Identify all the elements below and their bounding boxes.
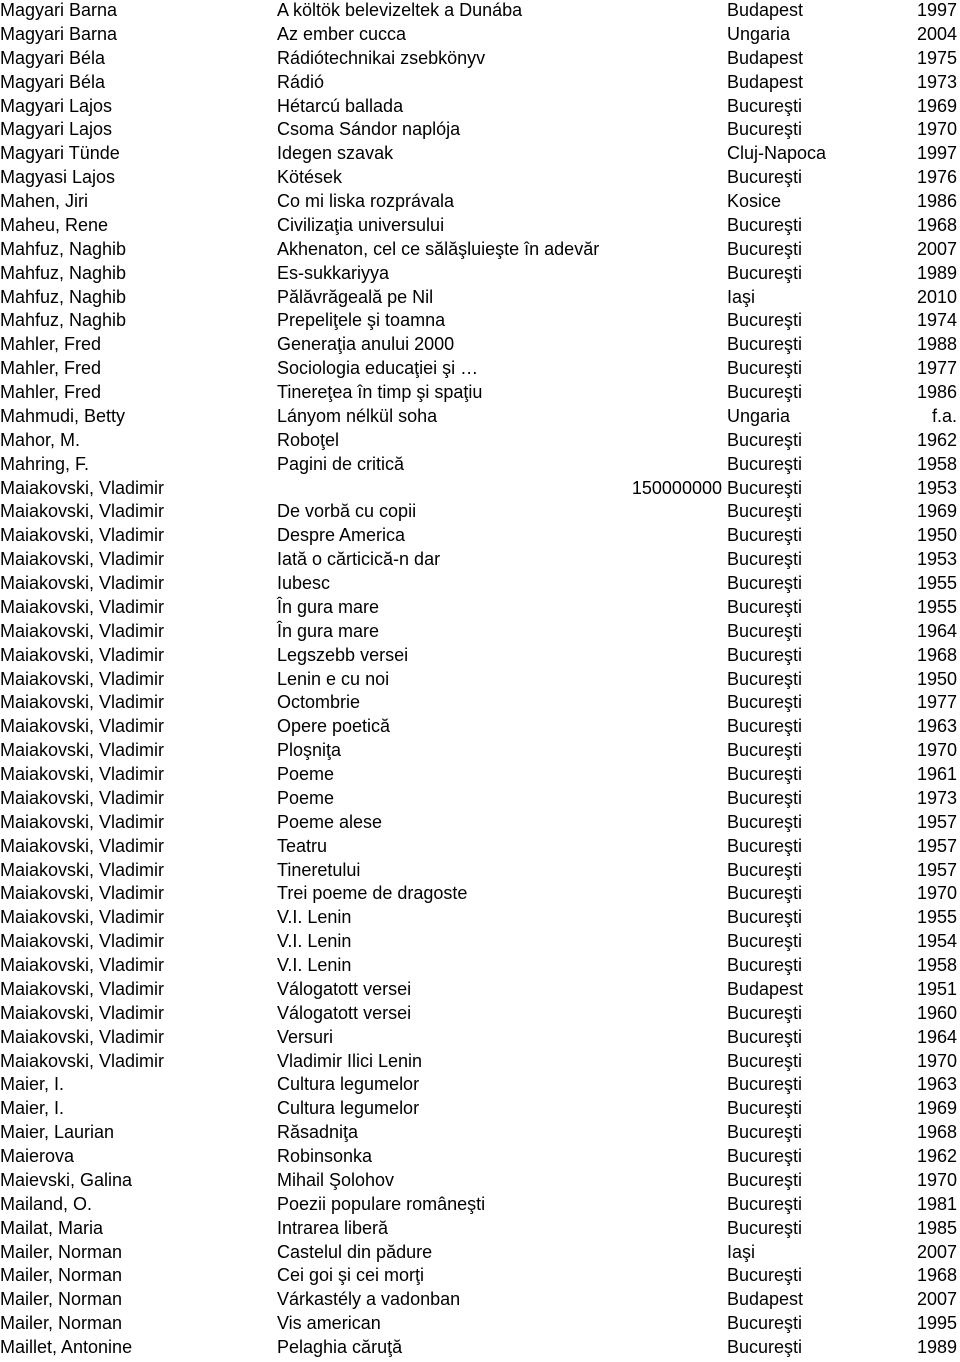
row-author: Mailer, Norman xyxy=(0,1265,123,1286)
catalog-row xyxy=(0,167,960,191)
row-title: Despre America xyxy=(277,525,406,546)
row-year: 1970 xyxy=(916,1169,957,1190)
row-city: Bucureşti xyxy=(727,1169,803,1190)
row-author: Mailat, Maria xyxy=(0,1217,104,1238)
row-title: Civilizaţia universului xyxy=(277,214,445,235)
row-title: Rádiótechnikai zsebkönyv xyxy=(277,47,486,68)
row-title: Válogatott versei xyxy=(277,978,412,999)
row-author: Mahen, Jiri xyxy=(0,191,89,211)
row-title: Mihail Şolohov xyxy=(277,1169,395,1190)
row-year: 1957 xyxy=(916,811,957,832)
row-city: Bucureşti xyxy=(727,1026,803,1047)
catalog-row xyxy=(0,692,960,716)
catalog-row xyxy=(0,430,960,454)
row-year: 1950 xyxy=(916,525,957,546)
row-year: 1977 xyxy=(916,358,957,379)
row-city: Bucureşti xyxy=(727,1074,803,1095)
row-author: Mahfuz, Naghib xyxy=(0,286,127,307)
catalog-row xyxy=(0,883,960,907)
row-author: Maiakovski, Vladimir xyxy=(0,883,165,904)
row-author: Maiakovski, Vladimir xyxy=(0,501,165,522)
row-title: Iată o cărticică-n dar xyxy=(277,549,441,570)
row-city: Bucureşti xyxy=(727,1002,803,1023)
row-year: 1950 xyxy=(916,668,957,689)
row-author: Magyari Béla xyxy=(0,71,106,92)
row-year: 1957 xyxy=(916,859,957,880)
catalog-row xyxy=(0,143,960,167)
row-city: Bucureşti xyxy=(727,238,803,259)
row-author: Maiakovski, Vladimir xyxy=(0,573,165,593)
row-year: 1989 xyxy=(916,262,957,283)
row-year: 1957 xyxy=(916,835,957,856)
row-author: Mahler, Fred xyxy=(0,382,102,402)
row-city: Bucureşti xyxy=(727,716,803,737)
row-year: f.a. xyxy=(931,405,957,426)
row-year: 1953 xyxy=(916,477,957,498)
row-title: Kötések xyxy=(277,167,343,188)
row-title: Ploşniţa xyxy=(277,740,342,761)
row-city: Bucureşti xyxy=(727,740,803,761)
catalog-row xyxy=(0,1170,960,1194)
row-city: Bucureşti xyxy=(727,620,803,641)
row-year: 1951 xyxy=(916,978,957,999)
row-year: 1969 xyxy=(916,1098,957,1119)
row-author: Maiakovski, Vladimir xyxy=(0,787,165,808)
row-city: Bucureşti xyxy=(727,1265,803,1286)
row-author: Mahfuz, Naghib xyxy=(0,262,127,283)
row-author: Maiakovski, Vladimir xyxy=(0,549,165,570)
row-city: Bucureşti xyxy=(727,644,803,665)
catalog-row xyxy=(0,263,960,287)
row-title: Intrarea liberă xyxy=(277,1217,389,1238)
row-city: Bucureşti xyxy=(727,596,803,617)
row-title: Răsadniţa xyxy=(277,1122,359,1143)
row-author: Mailer, Norman xyxy=(0,1241,123,1262)
row-city: Bucureşti xyxy=(727,358,803,379)
row-title: Lenin e cu noi xyxy=(277,668,390,689)
row-city: Bucureşti xyxy=(727,764,803,784)
row-title: Es-sukkariyya xyxy=(277,262,390,283)
row-author: Maiakovski, Vladimir xyxy=(0,859,165,880)
row-author: Mailer, Norman xyxy=(0,1289,123,1310)
row-city: Bucureşti xyxy=(727,501,803,522)
catalog-row xyxy=(0,740,960,764)
row-author: Maiakovski, Vladimir xyxy=(0,978,165,999)
row-author: Maierova xyxy=(0,1146,75,1166)
row-city: Bucureşti xyxy=(727,1217,803,1238)
row-author: Maiakovski, Vladimir xyxy=(0,907,165,928)
row-title: Generaţia anului 2000 xyxy=(277,334,455,355)
row-year: 1973 xyxy=(916,787,957,808)
row-city: Bucureşti xyxy=(727,1146,803,1166)
row-title: Poeme alese xyxy=(277,811,383,832)
row-year: 1975 xyxy=(916,47,957,68)
row-title: Várkastély a vadonban xyxy=(277,1289,461,1310)
row-city: Bucureşti xyxy=(727,525,803,546)
row-title: Akhenaton, cel ce sălăşluieşte în adevăr xyxy=(277,238,600,259)
row-author: Maiakovski, Vladimir xyxy=(0,931,165,952)
row-title: În gura mare xyxy=(277,620,380,641)
row-author: Maiakovski, Vladimir xyxy=(0,525,165,546)
row-year: 1963 xyxy=(916,1074,957,1095)
row-author: Maiakovski, Vladimir xyxy=(0,1050,165,1071)
row-city: Bucureşti xyxy=(727,549,803,570)
row-author: Mahfuz, Naghib xyxy=(0,238,127,259)
catalog-row xyxy=(0,645,960,669)
row-title: În gura mare xyxy=(277,596,380,617)
row-author: Maiakovski, Vladimir xyxy=(0,740,165,761)
row-title: Prepeliţele şi toamna xyxy=(277,310,446,331)
catalog-row xyxy=(0,955,960,979)
catalog-row xyxy=(0,860,960,884)
row-author: Maier, I. xyxy=(0,1098,65,1119)
row-year: 2004 xyxy=(916,23,957,44)
row-author: Maiakovski, Vladimir xyxy=(0,764,165,784)
row-year: 1997 xyxy=(916,143,957,164)
row-title: Octombrie xyxy=(277,692,361,713)
catalog-row xyxy=(0,1218,960,1242)
catalog-row xyxy=(0,501,960,525)
row-author: Mahler, Fred xyxy=(0,358,102,379)
row-author: Magyari Lajos xyxy=(0,119,113,140)
row-author: Mahmudi, Betty xyxy=(0,405,126,426)
row-year: 1964 xyxy=(916,620,957,641)
row-title: Poeme xyxy=(277,764,335,784)
row-year: 1989 xyxy=(916,1337,957,1357)
catalog-row xyxy=(0,48,960,72)
row-city: Bucureşti xyxy=(727,429,803,450)
catalog-row xyxy=(0,716,960,740)
row-title: Idegen szavak xyxy=(277,143,394,164)
catalog-row xyxy=(0,96,960,120)
row-city: Bucureşti xyxy=(727,1193,803,1214)
row-city: Bucureşti xyxy=(727,334,803,355)
row-year: 1955 xyxy=(916,573,957,593)
row-city: Bucureşti xyxy=(727,859,803,880)
row-title: Tinereţea în timp şi spaţiu xyxy=(277,382,483,402)
row-title: Iubesc xyxy=(277,573,331,593)
row-author: Magyari Tünde xyxy=(0,143,120,164)
row-year: 1968 xyxy=(916,1265,957,1286)
catalog-row xyxy=(0,334,960,358)
row-city: Bucureşti xyxy=(727,95,803,116)
row-title: Tineretului xyxy=(277,859,361,880)
row-author: Maheu, Rene xyxy=(0,214,109,235)
row-city: Bucureşti xyxy=(727,477,803,498)
row-year: 1988 xyxy=(916,334,957,355)
catalog-row xyxy=(0,382,960,406)
row-city: Budapest xyxy=(727,47,804,68)
row-title: Teatru xyxy=(277,835,328,856)
row-title: De vorbă cu copii xyxy=(277,501,417,522)
catalog-row xyxy=(0,1146,960,1170)
row-year: 1953 xyxy=(916,549,957,570)
row-title: Pelaghia căruţă xyxy=(277,1337,403,1357)
row-author: Maillet, Antonine xyxy=(0,1337,133,1357)
row-title: Lányom nélkül soha xyxy=(277,405,438,426)
catalog-row xyxy=(0,1098,960,1122)
row-year: 1960 xyxy=(916,1002,957,1023)
row-city: Bucureşti xyxy=(727,1050,803,1071)
row-city: Bucureşti xyxy=(727,453,803,474)
row-city: Bucureşti xyxy=(727,692,803,713)
row-author: Mahring, F. xyxy=(0,453,90,474)
row-year: 1973 xyxy=(916,71,957,92)
row-title: Castelul din pădure xyxy=(277,1241,433,1262)
catalog-row xyxy=(0,764,960,788)
row-title: Legszebb versei xyxy=(277,644,409,665)
row-city: Ungaria xyxy=(727,23,791,44)
row-city: Bucureşti xyxy=(727,907,803,928)
row-title: Pălăvrăgeală pe Nil xyxy=(277,286,434,307)
row-author: Maiakovski, Vladimir xyxy=(0,477,165,498)
row-year: 1968 xyxy=(916,644,957,665)
row-year: 1985 xyxy=(916,1217,957,1238)
row-city: Bucureşti xyxy=(727,668,803,689)
catalog-row xyxy=(0,1242,960,1266)
row-author: Mahler, Fred xyxy=(0,334,102,355)
row-city: Bucureşti xyxy=(727,1098,803,1119)
catalog-row xyxy=(0,549,960,573)
catalog-row xyxy=(0,1051,960,1075)
row-year: 2007 xyxy=(916,1289,957,1310)
row-city: Budapest xyxy=(727,978,804,999)
row-author: Maiakovski, Vladimir xyxy=(0,668,165,689)
row-author: Magyari Barna xyxy=(0,23,118,44)
catalog-row xyxy=(0,191,960,215)
row-year: 1961 xyxy=(916,764,957,784)
row-city: Bucureşti xyxy=(727,1337,803,1357)
catalog-row xyxy=(0,119,960,143)
catalog-row xyxy=(0,669,960,693)
row-title: Opere poetică xyxy=(277,716,391,737)
row-title: Pagini de critică xyxy=(277,453,405,474)
row-city: Budapest xyxy=(727,0,804,20)
row-city: Bucureşti xyxy=(727,1313,803,1334)
row-author: Maiakovski, Vladimir xyxy=(0,620,165,641)
row-city: Bucureşti xyxy=(727,1122,803,1143)
row-year: 1976 xyxy=(916,167,957,188)
row-city: Bucureşti xyxy=(727,262,803,283)
row-title: Co mi liska rozprávala xyxy=(277,191,455,211)
row-title: Poezii populare româneşti xyxy=(277,1193,486,1214)
row-author: Maier, I. xyxy=(0,1074,65,1095)
row-author: Mailer, Norman xyxy=(0,1313,123,1334)
row-author: Maievski, Galina xyxy=(0,1169,133,1190)
row-city: Iaşi xyxy=(727,286,756,307)
row-year: 2010 xyxy=(916,286,957,307)
row-title: Robinsonka xyxy=(277,1146,373,1166)
row-city: Bucureşti xyxy=(727,310,803,331)
catalog-row xyxy=(0,1313,960,1337)
row-city: Bucureşti xyxy=(727,119,803,140)
row-city: Bucureşti xyxy=(727,573,803,593)
row-author: Magyari Béla xyxy=(0,47,106,68)
row-year: 1968 xyxy=(916,1122,957,1143)
row-title: Csoma Sándor naplója xyxy=(277,119,461,140)
row-author: Magyasi Lajos xyxy=(0,167,116,188)
row-year: 1955 xyxy=(916,907,957,928)
catalog-row xyxy=(0,478,960,502)
row-title: Sociologia educaţiei şi … xyxy=(277,358,479,379)
row-city: Bucureşti xyxy=(727,931,803,952)
row-year: 1970 xyxy=(916,119,957,140)
row-author: Maiakovski, Vladimir xyxy=(0,811,165,832)
row-title: Válogatott versei xyxy=(277,1002,412,1023)
row-year: 1955 xyxy=(916,596,957,617)
catalog-row xyxy=(0,1003,960,1027)
row-city: Bucureşti xyxy=(727,883,803,904)
catalog-row xyxy=(0,358,960,382)
row-author: Maiakovski, Vladimir xyxy=(0,716,165,737)
catalog-row xyxy=(0,406,960,430)
catalog-row xyxy=(0,597,960,621)
row-year: 1986 xyxy=(916,382,957,402)
row-author: Maiakovski, Vladimir xyxy=(0,692,165,713)
row-author: Maiakovski, Vladimir xyxy=(0,596,165,617)
row-city: Ungaria xyxy=(727,405,791,426)
row-title: Vladimir Ilici Lenin xyxy=(277,1050,423,1071)
row-city: Kosice xyxy=(727,191,782,211)
row-city: Bucureşti xyxy=(727,955,803,975)
catalog-row xyxy=(0,287,960,311)
row-year: 1974 xyxy=(916,310,957,331)
row-year: 1970 xyxy=(916,1050,957,1071)
row-year: 1981 xyxy=(916,1193,957,1214)
row-city: Budapest xyxy=(727,1289,804,1310)
row-author: Maiakovski, Vladimir xyxy=(0,644,165,665)
row-title: Versuri xyxy=(277,1026,334,1047)
catalog-row xyxy=(0,24,960,48)
row-year: 1969 xyxy=(916,501,957,522)
row-author: Mahor, M. xyxy=(0,429,81,450)
row-year: 1995 xyxy=(916,1313,957,1334)
row-title: V.I. Lenin xyxy=(277,955,352,975)
row-title: Cultura legumelor xyxy=(277,1098,420,1119)
row-title: Hétarcú ballada xyxy=(277,95,404,116)
catalog-row xyxy=(0,979,960,1003)
catalog-row xyxy=(0,1074,960,1098)
catalog-row xyxy=(0,931,960,955)
row-title: Cultura legumelor xyxy=(277,1074,420,1095)
row-author: Maiakovski, Vladimir xyxy=(0,1002,165,1023)
row-year: 1962 xyxy=(916,429,957,450)
row-title: V.I. Lenin xyxy=(277,907,352,928)
row-title: Trei poeme de dragoste xyxy=(277,883,468,904)
catalog-row xyxy=(0,1194,960,1218)
row-author: Maier, Laurian xyxy=(0,1122,115,1143)
row-city: Bucureşti xyxy=(727,811,803,832)
row-author: Mahfuz, Naghib xyxy=(0,310,127,331)
catalog-row xyxy=(0,1289,960,1313)
row-year: 1970 xyxy=(916,883,957,904)
row-year: 1977 xyxy=(916,692,957,713)
catalog-row xyxy=(0,239,960,263)
catalog-row xyxy=(0,621,960,645)
row-year: 1986 xyxy=(916,191,957,211)
row-year: 1968 xyxy=(916,214,957,235)
row-author: Maiakovski, Vladimir xyxy=(0,955,165,975)
row-city: Bucureşti xyxy=(727,382,803,402)
row-year: 1962 xyxy=(916,1146,957,1166)
row-title: A költök belevizeltek a Dunába xyxy=(277,0,523,20)
row-year: 1958 xyxy=(916,955,957,975)
catalog-row xyxy=(0,454,960,478)
catalog-row xyxy=(0,310,960,334)
row-title: Cei goi şi cei morţi xyxy=(277,1265,425,1286)
row-year: 1958 xyxy=(916,453,957,474)
catalog-row xyxy=(0,788,960,812)
row-author: Mailand, O. xyxy=(0,1193,93,1214)
catalog-row xyxy=(0,836,960,860)
catalog-row xyxy=(0,1122,960,1146)
row-year: 1963 xyxy=(916,716,957,737)
catalog-row xyxy=(0,215,960,239)
row-city: Iaşi xyxy=(727,1241,756,1262)
row-title: Roboţel xyxy=(277,429,340,450)
catalog-row xyxy=(0,72,960,96)
catalog-row xyxy=(0,0,960,24)
catalog-row xyxy=(0,1337,960,1361)
row-city: Bucureşti xyxy=(727,835,803,856)
row-year: 1969 xyxy=(916,95,957,116)
catalog-row xyxy=(0,573,960,597)
row-author: Magyari Barna xyxy=(0,0,118,20)
row-year: 2007 xyxy=(916,238,957,259)
row-title: Poeme xyxy=(277,787,335,808)
catalog-row xyxy=(0,525,960,549)
catalog-row xyxy=(0,907,960,931)
row-year: 2007 xyxy=(916,1241,957,1262)
catalog-row xyxy=(0,1265,960,1289)
row-city: Bucureşti xyxy=(727,167,803,188)
row-year: 1954 xyxy=(916,931,957,952)
row-city: Cluj-Napoca xyxy=(727,143,827,164)
row-title: Vis american xyxy=(277,1313,381,1334)
row-title: V.I. Lenin xyxy=(277,931,352,952)
row-city: Bucureşti xyxy=(727,214,803,235)
catalog-row xyxy=(0,812,960,836)
row-title: Rádió xyxy=(277,71,325,92)
row-city: Budapest xyxy=(727,71,804,92)
catalog-row xyxy=(0,1027,960,1051)
row-author: Maiakovski, Vladimir xyxy=(0,835,165,856)
row-year: 1970 xyxy=(916,740,957,761)
row-author: Maiakovski, Vladimir xyxy=(0,1026,165,1047)
row-author: Magyari Lajos xyxy=(0,95,113,116)
row-year: 1964 xyxy=(916,1026,957,1047)
row-city: Bucureşti xyxy=(727,787,803,808)
row-extra: 150000000 xyxy=(631,477,722,498)
row-title: Az ember cucca xyxy=(277,23,407,44)
row-year: 1997 xyxy=(916,0,957,20)
